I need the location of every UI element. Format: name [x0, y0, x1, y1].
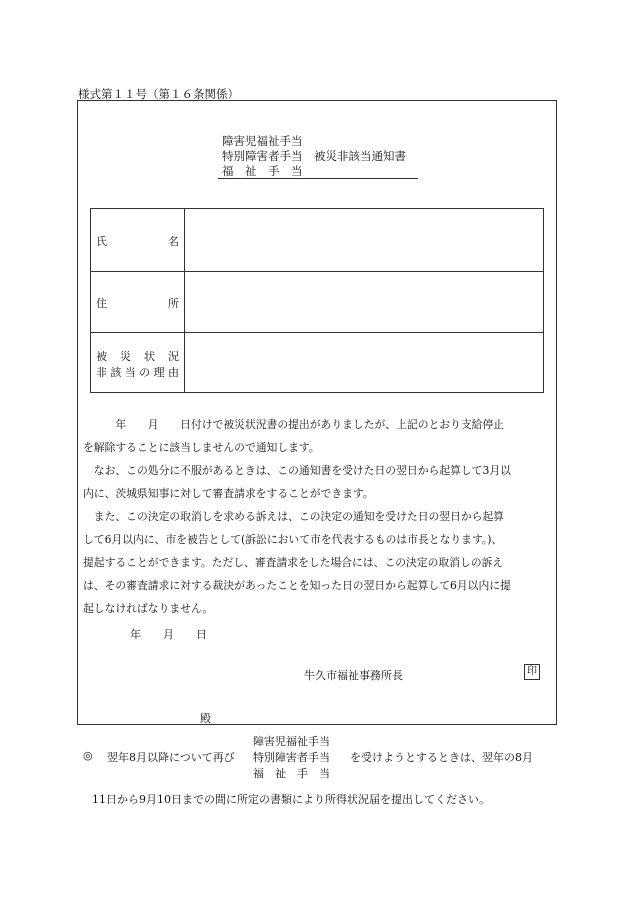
note-option-1: 障害児福祉手当 [253, 735, 330, 748]
paragraph-3: また、この決定の取消しを求める訴えは、この決定の通知を受けた日の翌日から起算 して6月以内に、市を被告として(訴訟において市を代表するものは市長となります。)、 提起することができます。ただし、審査請求をした場合には、この決定の取消しの訴え は、その審査請求に対する裁決があったことを知った日の翌日から起算して6月以内に提 起しなければなりません。 [83, 510, 511, 615]
form-number: 様式第１１号（第１６条関係） [78, 87, 239, 101]
note-option-3: 福 祉 手 当 [253, 767, 330, 780]
row-name [91, 209, 543, 271]
label-name: 氏 名 [96, 235, 179, 248]
paragraph-2: なお、この処分に不服があるときは、この通知書を受けた日の翌日から起算して3月以 内に、茨城県知事に対して審査請求をすることができます。 [83, 464, 511, 500]
issuer-name: 牛久市福祉事務所長 [304, 669, 403, 682]
label-address: 住 所 [96, 297, 179, 310]
note-lead: 翌年8月以降について再び [107, 751, 235, 764]
row-address [91, 271, 543, 332]
row-disaster [91, 332, 543, 394]
paragraph-1: 年 月 日付けで被災状況書の提出がありましたが、上記のとおり支給停止 を解除することに該当しませんので通知します。 [83, 418, 505, 454]
seal-mark: 印 [524, 664, 540, 680]
title-underline [218, 178, 418, 179]
title-line-1: 障害児福祉手当 [222, 134, 303, 148]
title-line-2: 特別障害者手当 被災非該当通知書 [222, 149, 406, 163]
title-line-3: 福 祉 手 当 [222, 164, 303, 178]
label-disaster-status: 被 災 状 況 [96, 350, 179, 363]
note-line-2: 11日から9月10日までの間に所定の書類により所得状況届を提出してください。 [92, 793, 490, 806]
info-table [90, 208, 544, 393]
note-tail: を受けようとするときは、翌年の8月 [350, 751, 533, 764]
issue-date: 年 月 日 [130, 628, 207, 641]
note-mark: ◎ [83, 749, 93, 762]
note-option-2: 特別障害者手当 [253, 751, 330, 764]
addressee-suffix: 殿 [200, 712, 211, 725]
label-ineligibility-reason: 非 該 当 の 理 由 [96, 366, 179, 379]
